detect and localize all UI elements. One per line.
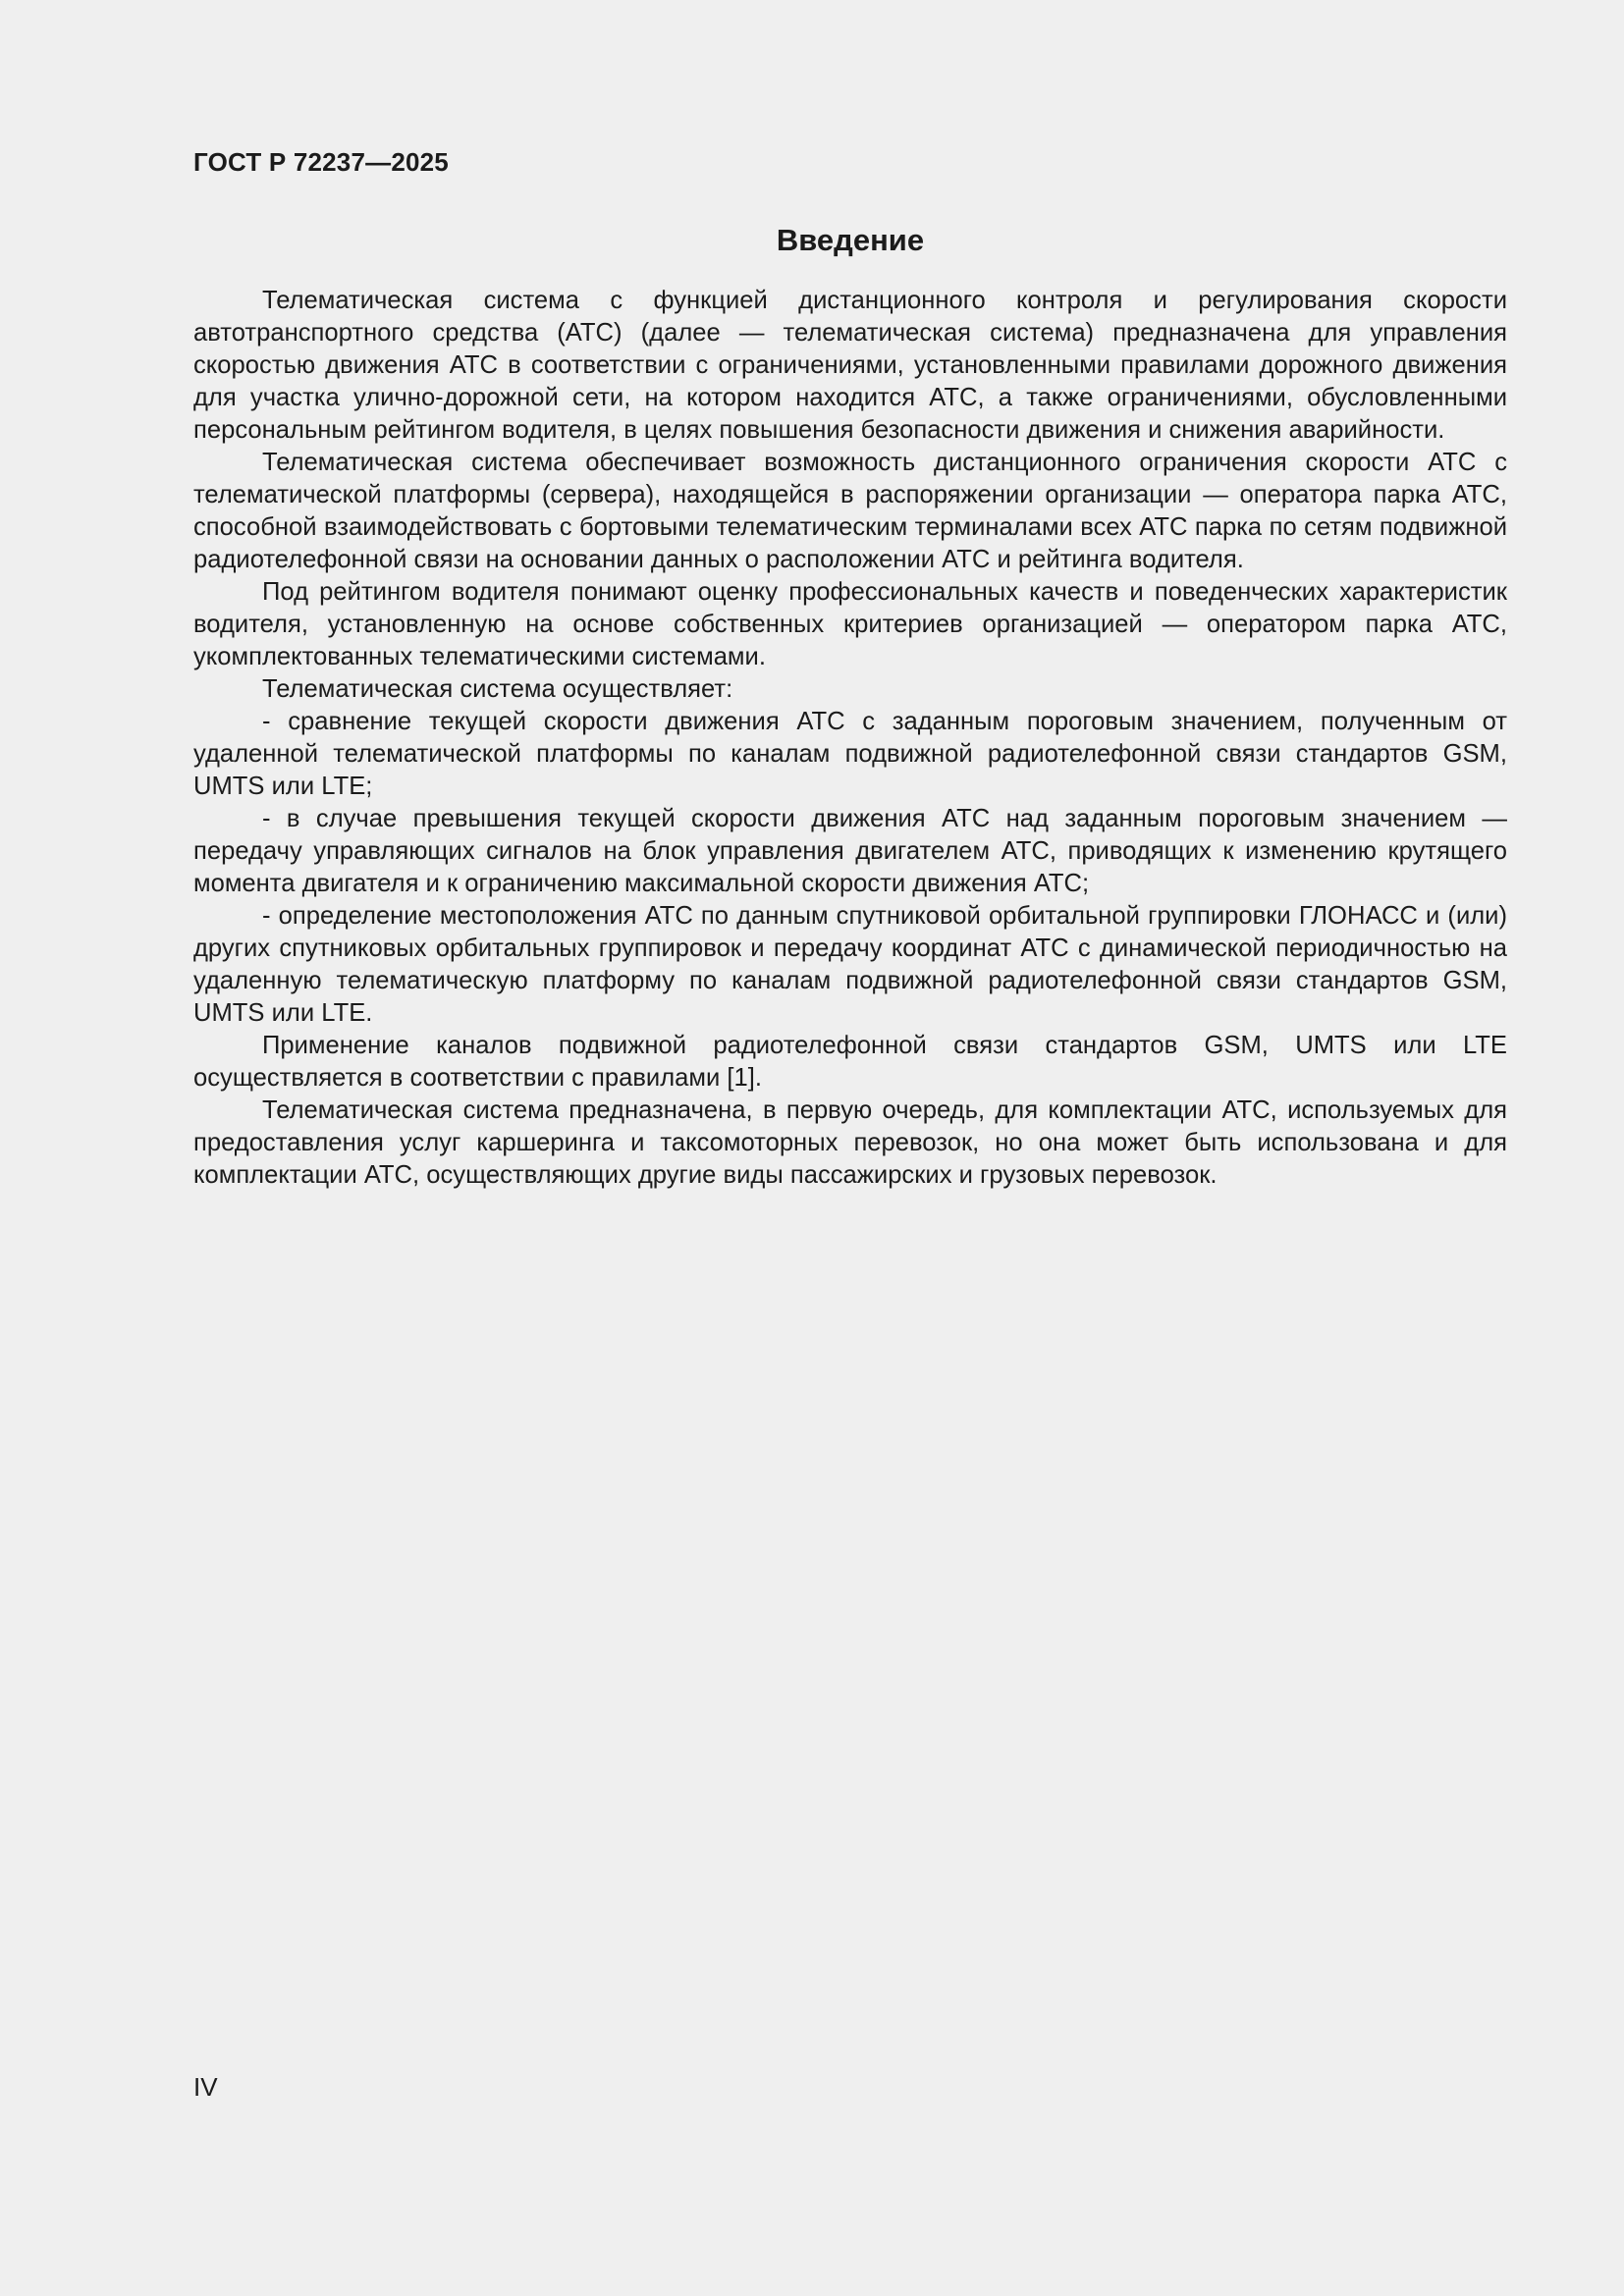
paragraph-capability: Телематическая система обеспечивает возможность дистанционного ограничения скорости АТС с телематической платформы (сервера), находящейся в распоряжении организации — оператора парка АТС, способной взаимодействовать с бортовыми телематическим терминалами всех АТС парка по сетям подвижной радиотелефонной связи на основании данных о расположении АТС и рейтинга водителя.	[193, 449, 1507, 573]
list-item-control-signals: - в случае превышения текущей скорости движения АТС над заданным пороговым значением — передачу управляющих сигналов на блок управления двигателем АТС, приводящих к изменению крутящего момента двигателя и к ограничению максимальной скорости движения АТС;	[193, 805, 1507, 897]
paragraph-purpose: Телематическая система с функцией дистанционного контроля и регулирования скорости автотранспортного средства (АТС) (далее — телематическая система) предназначена для управления скоростью движения АТС в соответствии с ограничениями, установленными правилами дорожного движения для участка улично-дорожной сети, на котором находится АТС, а также ограничениями, обусловленными персональным рейтингом водителя, в целях повышения безопасности движения и снижения аварийности.	[193, 287, 1507, 444]
page-number: IV	[193, 2072, 218, 2102]
paragraph-driver-rating: Под рейтингом водителя понимают оценку профессиональных качеств и поведенческих характеристик водителя, установленную на основе собственных критериев организацией — оператором парка АТС, укомплектованных телематическими системами.	[193, 578, 1507, 670]
paragraph-application: Телематическая система предназначена, в первую очередь, для комплектации АТС, используемых для предоставления услуг каршеринга и таксомоторных перевозок, но она может быть использована и для комплектации АТС, осуществляющих другие виды пассажирских и грузовых перевозок.	[193, 1096, 1507, 1189]
list-item-speed-comparison: - сравнение текущей скорости движения АТС с заданным пороговым значением, полученным от удаленной телематической платформы по каналам подвижной радиотелефонной связи стандартов GSM, UMTS или LTE;	[193, 708, 1507, 800]
standard-designation: ГОСТ Р 72237—2025	[193, 147, 449, 177]
section-title: Введение	[776, 223, 925, 257]
body-text	[193, 285, 1507, 1192]
list-item-positioning: - определение местоположения АТС по данным спутниковой орбитальной группировки ГЛОНАСС и (или) других спутниковых орбитальных группировок и передачу координат АТС с динамической периодичностью на удаленную телематическую платформу по каналам подвижной радиотелефонной связи стандартов GSM, UMTS или LTE.	[193, 902, 1507, 1027]
paragraph-channels: Применение каналов подвижной радиотелефонной связи стандартов GSM, UMTS или LTE осуществляется в соответствии с правилами [1].	[193, 1032, 1507, 1092]
paragraph-functions-intro: Телематическая система осуществляет:	[262, 675, 733, 703]
